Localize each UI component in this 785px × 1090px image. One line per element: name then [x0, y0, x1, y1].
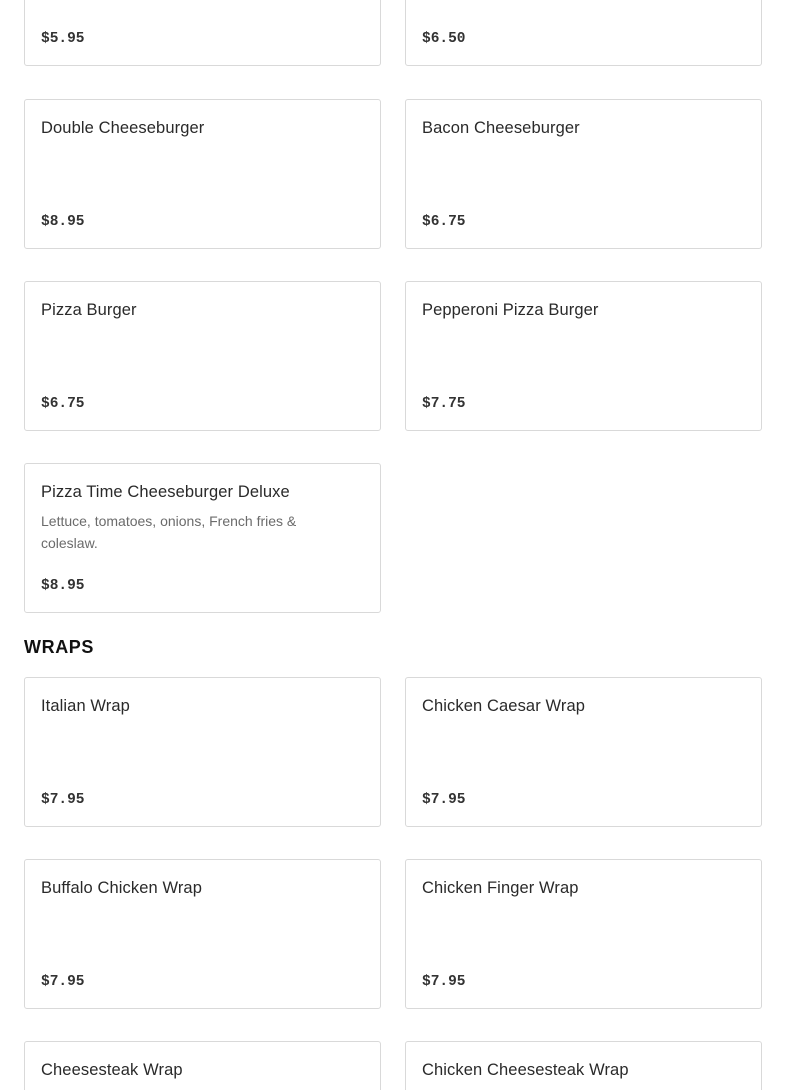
item-price: $7.95: [41, 792, 85, 808]
item-name: Pizza Burger: [41, 301, 137, 319]
menu-item-card[interactable]: [405, 1041, 762, 1090]
item-name: Buffalo Chicken Wrap: [41, 879, 202, 897]
item-name: Pepperoni Pizza Burger: [422, 301, 599, 319]
menu-item-card[interactable]: [24, 859, 381, 1009]
item-price: $7.95: [422, 974, 466, 990]
menu-item-card[interactable]: [24, 99, 381, 249]
item-name: Chicken Cheesesteak Wrap: [422, 1061, 629, 1079]
item-price: $8.95: [41, 214, 85, 230]
menu-item-card[interactable]: [24, 1041, 381, 1090]
item-price: $6.75: [422, 214, 466, 230]
menu-item-card[interactable]: [24, 463, 381, 613]
menu-item-card[interactable]: [405, 0, 762, 66]
item-name: Double Cheeseburger: [41, 119, 205, 137]
menu-item-card[interactable]: [24, 281, 381, 431]
section-heading-wraps: WRAPS: [24, 637, 94, 657]
menu-item-card[interactable]: [405, 99, 762, 249]
item-name: Pizza Time Cheeseburger Deluxe: [41, 483, 290, 501]
menu-item-card[interactable]: [24, 677, 381, 827]
item-price: $5.95: [41, 31, 85, 47]
item-price: $7.75: [422, 396, 466, 412]
item-name: Chicken Finger Wrap: [422, 879, 579, 897]
item-price: $7.95: [422, 792, 466, 808]
item-description: Lettuce, tomatoes, onions, French fries & coleslaw.: [41, 513, 297, 551]
menu-item-card[interactable]: [405, 281, 762, 431]
item-price: $6.75: [41, 396, 85, 412]
item-price: $8.95: [41, 578, 85, 594]
menu-item-card[interactable]: [405, 677, 762, 827]
item-name: Chicken Caesar Wrap: [422, 697, 585, 715]
item-price: $7.95: [41, 974, 85, 990]
item-name: Cheesesteak Wrap: [41, 1061, 183, 1079]
item-name: Bacon Cheeseburger: [422, 119, 580, 137]
item-name: Italian Wrap: [41, 697, 130, 715]
item-price: $6.50: [422, 31, 466, 47]
menu-item-card[interactable]: [24, 0, 381, 66]
menu-item-card[interactable]: [405, 859, 762, 1009]
